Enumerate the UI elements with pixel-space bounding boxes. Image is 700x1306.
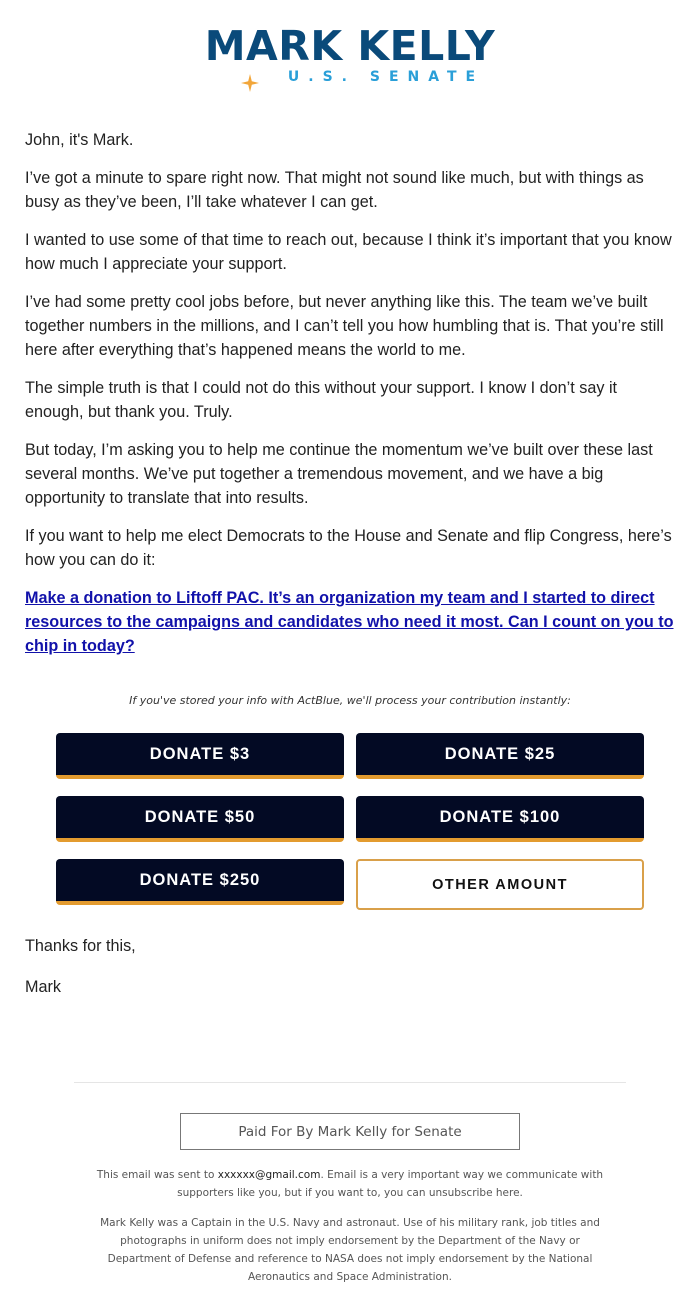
paid-for-box: Paid For By Mark Kelly for Senate — [180, 1113, 520, 1150]
closing — [25, 934, 136, 1016]
paragraph-2: I wanted to use some of that time to reach out, because I think it’s important that you know how much I appreciate your support. — [25, 231, 672, 273]
greeting: John, it's Mark. — [25, 131, 134, 149]
donate-3-button[interactable]: DONATE $3 — [56, 733, 344, 779]
signature: Mark — [25, 978, 61, 996]
sent-prefix: This email was sent to — [96, 1169, 218, 1181]
paragraph-3: I’ve had some pretty cool jobs before, but never anything like this. The team we’ve built together numbers in the millions, and I can’t tell you how humbling that is. That you’re still here after everything that’s happened means the world to me. — [25, 293, 664, 359]
logo-title: MARK KELLY — [204, 22, 496, 70]
email-body — [25, 128, 680, 674]
paragraph-6: If you want to help me elect Democrats to the House and Senate and flip Congress, here’s how you can do it: — [25, 527, 672, 569]
unsubscribe-text[interactable]: . Email is a very important way we communicate with supporters like you, but if you want to, you can unsubscribe here. — [177, 1169, 604, 1199]
donate-250-button[interactable]: DONATE $250 — [56, 859, 344, 905]
paragraph-4: The simple truth is that I could not do this without your support. I know I don’t say it enough, but thank you. Truly. — [25, 379, 618, 421]
campaign-logo — [0, 24, 700, 86]
logo-subtitle: U.S. SENATE — [287, 69, 485, 85]
footer-disclaimer: Mark Kelly was a Captain in the U.S. Navy and astronaut. Use of his military rank, job titles and photographs in uniform does not imply endorsement by the Department of the Navy or Department of Defense and reference to NASA does not imply endorsement by the National Aeronautics and Space Administration. — [100, 1217, 600, 1283]
actblue-note: If you've stored your info with ActBlue, we'll process your contribution instantly: — [129, 694, 571, 707]
recipient-email: xxxxxx@gmail.com — [217, 1169, 321, 1181]
donate-link[interactable]: Make a donation to Liftoff PAC. It’s an organization my team and I started to direct resources to the campaigns and candidates who need it most. Can I count on you to chip in today? — [25, 589, 674, 655]
donate-100-button[interactable]: DONATE $100 — [356, 796, 644, 842]
donate-25-button[interactable]: DONATE $25 — [356, 733, 644, 779]
donate-50-button[interactable]: DONATE $50 — [56, 796, 344, 842]
footer-sent-notice — [90, 1166, 610, 1202]
thanks-text: Thanks for this, — [25, 937, 136, 955]
star-icon — [241, 74, 259, 92]
other-amount-button[interactable]: OTHER AMOUNT — [356, 859, 644, 910]
footer-divider — [74, 1082, 626, 1083]
paragraph-1: I’ve got a minute to spare right now. That might not sound like much, but with things as busy as they’ve been, I’ll take whatever I can get. — [25, 169, 644, 211]
paragraph-5: But today, I’m asking you to help me continue the momentum we’ve built over these last several months. We’ve put together a tremendous movement, and we have a big opportunity to translate that into results. — [25, 441, 653, 507]
